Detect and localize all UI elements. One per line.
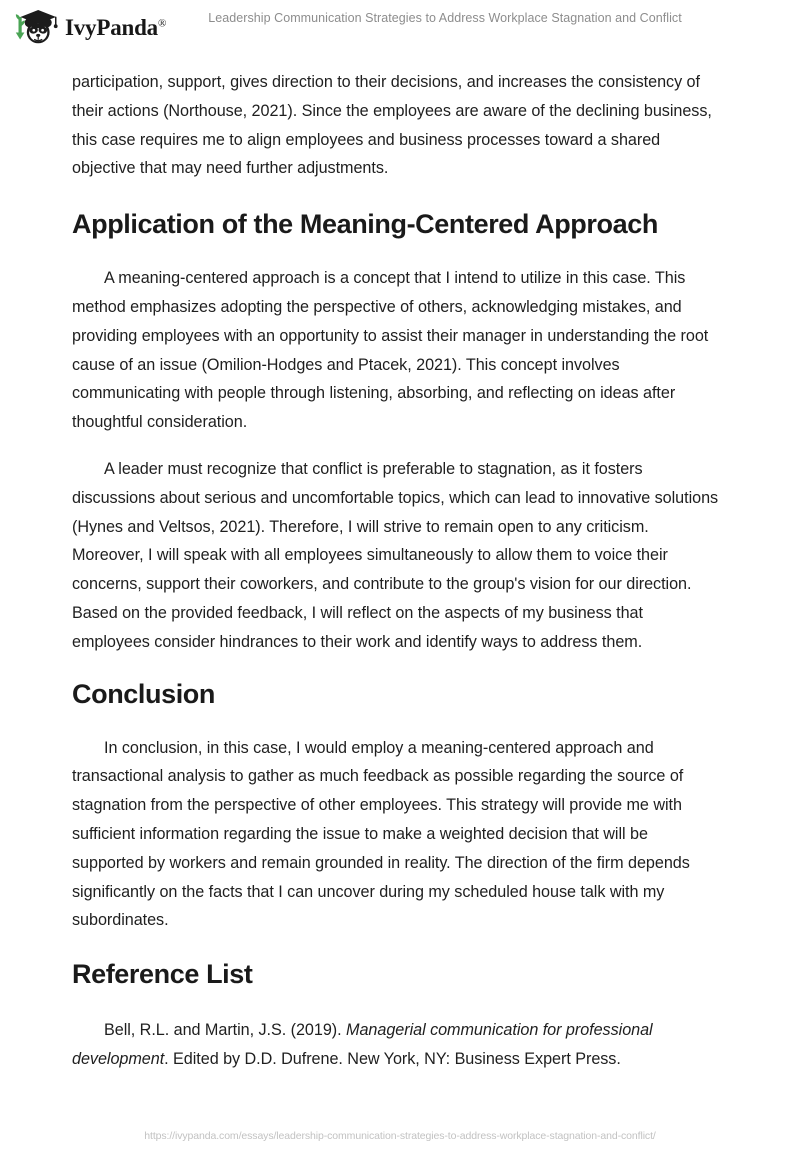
- spacer: [72, 714, 722, 734]
- brand-name-text: IvyPanda: [65, 14, 158, 40]
- reference-title-italic: Managerial communication for professional development: [72, 1021, 653, 1068]
- spacer: [72, 657, 722, 675]
- page-header: [0, 0, 800, 52]
- reference-authors-year: Bell, R.L. and Martin, J.S. (2019).: [104, 1021, 347, 1040]
- spacer: [72, 935, 722, 955]
- spacer: [72, 183, 722, 205]
- spacer: [72, 994, 722, 1016]
- reference-publisher: . Edited by D.D. Dufrene. New York, NY: Business Expert Press.: [164, 1049, 621, 1068]
- heading-conclusion: Conclusion: [72, 678, 215, 709]
- spacer: [72, 437, 722, 455]
- registered-mark: ®: [157, 16, 167, 29]
- document-header-title: Leadership Communication Strategies to Address Workplace Stagnation and Conflict: [208, 11, 682, 25]
- heading-reference-list: Reference List: [72, 959, 253, 990]
- footer-url[interactable]: https://ivypanda.com/essays/leadership-communication-strategies-to-address-workplace-stagnation-and-conflict/: [144, 1130, 656, 1142]
- spacer: [72, 244, 722, 264]
- paragraph-conflict-stagnation: A leader must recognize that conflict is preferable to stagnation, as it fosters discussions about serious and uncomfortable topics, which can lead to innovative solutions (Hynes and Veltsos, 2021). Therefore, I will strive to remain open to any criticism. Moreover, I will speak with all employees simultaneously to allow them to voice their concerns, support their coworkers, and contribute to the group's vision for our direction. Based on the provided feedback, I will reflect on the aspects of my business that employees consider hindrances to their work and identify ways to address them.: [72, 459, 719, 651]
- heading-application-of-the-meaning-centered-approach: Application of the Meaning-Centered Approach: [72, 209, 658, 240]
- paragraph-continued: participation, support, gives direction to their decisions, and increases the consistency of their actions (Northouse, 2021). Since the employees are aware of the declining business, this case requires me to align employees and business processes toward a shared objective that may need further adjustments.: [72, 73, 712, 178]
- document-body: [72, 68, 722, 1074]
- paragraph-meaning-centered: A meaning-centered approach is a concept that I intend to utilize in this case. This method emphasizes adopting the perspective of others, acknowledging mistakes, and providing employees with an opportunity to assist their manager in understanding the root cause of an issue (Omilion-Hodges and Ptacek, 2021). This concept involves communicating with people through listening, absorbing, and reflecting on ideas after thoughtful consideration.: [72, 269, 709, 432]
- paragraph-conclusion: In conclusion, in this case, I would employ a meaning-centered approach and transactional analysis to gather as much feedback as possible regarding the source of stagnation from the perspective of other employees. This strategy will provide me with sufficient information regarding the issue to make a weighted decision that will be supported by workers and remain grounded in reality. The direction of the firm depends significantly on the facts that I can uncover during my scheduled house talk with my subordinates.: [72, 738, 690, 930]
- reference-entry: [72, 1016, 722, 1074]
